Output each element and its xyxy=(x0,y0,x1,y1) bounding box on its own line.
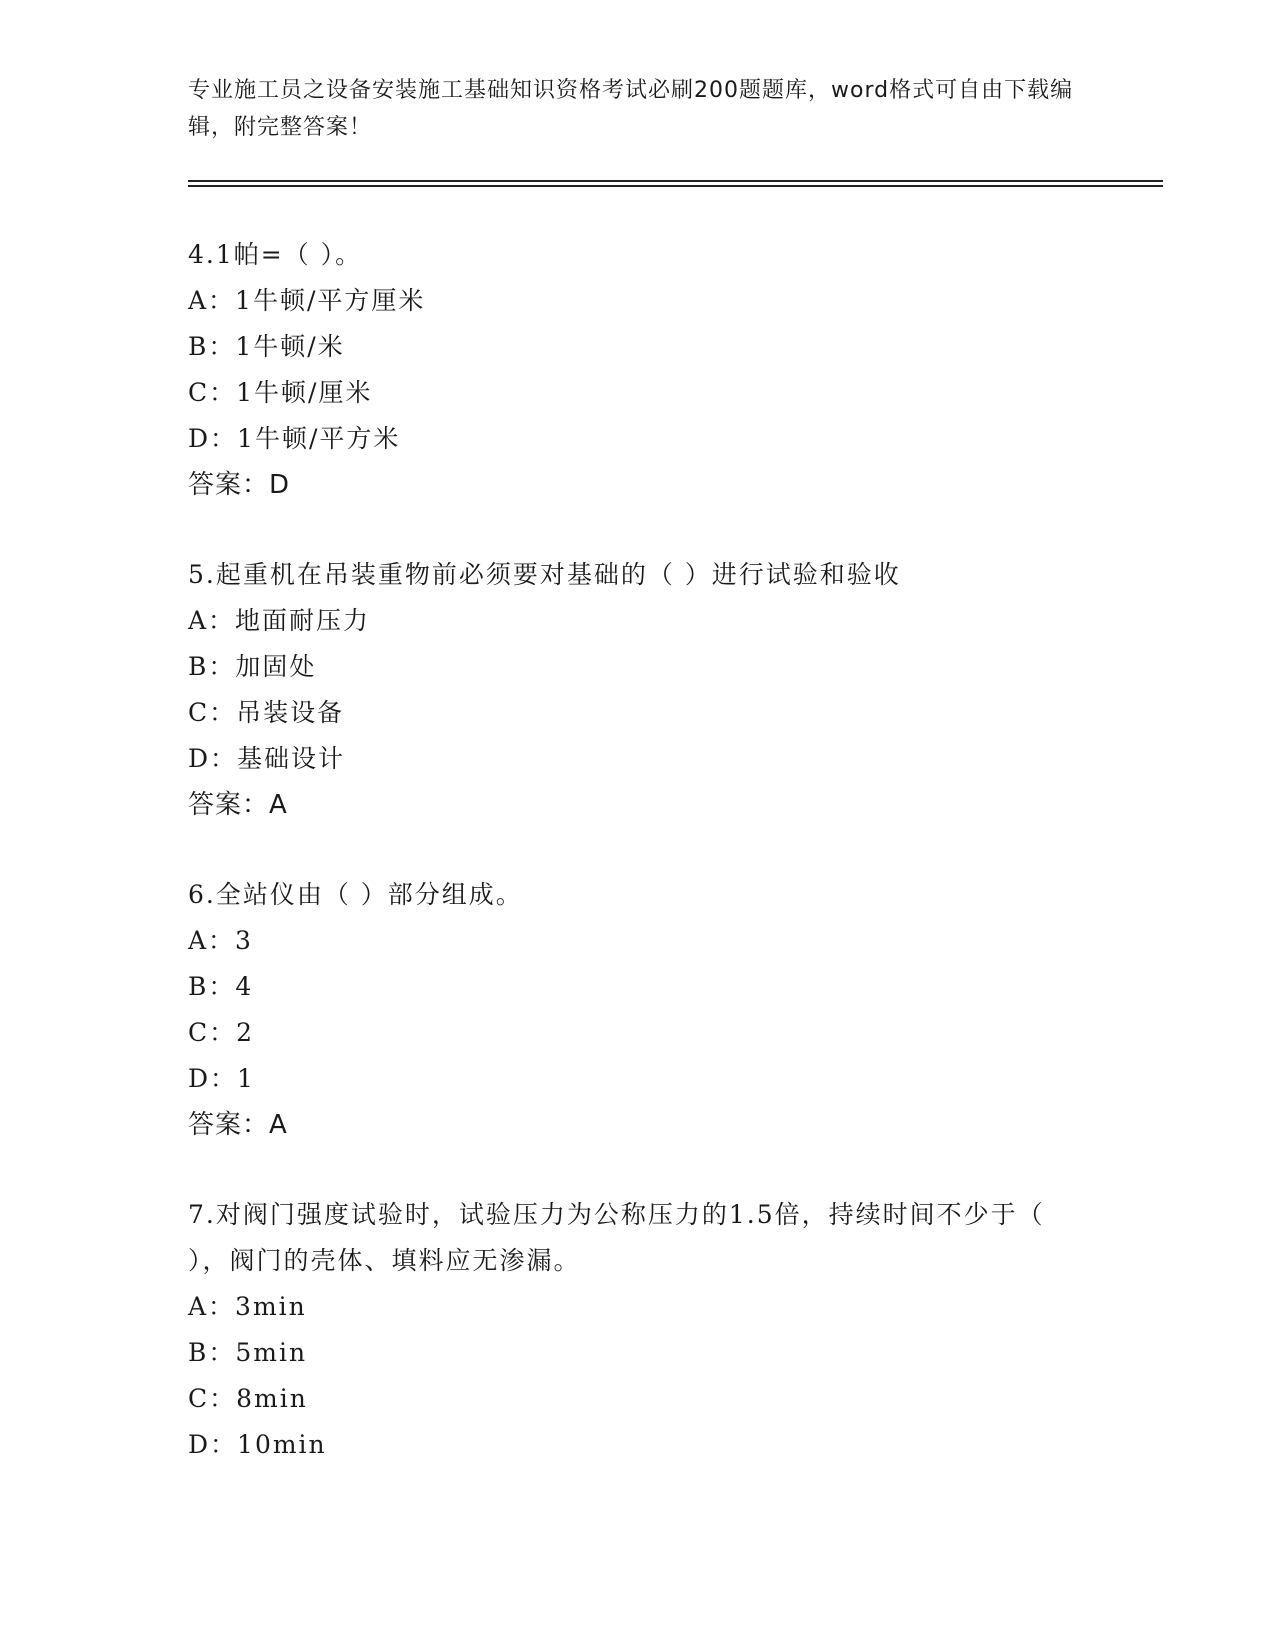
option-b: B：4 xyxy=(188,972,254,1001)
header-divider-top xyxy=(188,180,1163,182)
option-d: D：1牛顿/平方米 xyxy=(188,424,401,453)
option-d: D：10min xyxy=(188,1430,327,1459)
question-stem: 5.起重机在吊装重物前必须要对基础的（ ）进行试验和验收 xyxy=(188,560,901,589)
option-c: C：1牛顿/厘米 xyxy=(188,378,373,407)
option-d: D：基础设计 xyxy=(188,744,346,773)
document-title: 专业施工员之设备安装施工基础知识资格考试必刷200题题库，word格式可自由下载编辑，附完整答案！ xyxy=(188,78,1074,140)
option-b: B：加固处 xyxy=(188,652,317,681)
answer: 答案：A xyxy=(188,790,288,820)
page-header xyxy=(188,72,1088,146)
question-6 xyxy=(188,872,1088,1148)
header-divider-bottom xyxy=(188,185,1163,187)
option-d: D：1 xyxy=(188,1064,255,1093)
option-b: B：5min xyxy=(188,1338,308,1367)
answer: 答案：A xyxy=(188,1110,288,1140)
option-a: A：3 xyxy=(188,926,253,955)
option-a: A：1牛顿/平方厘米 xyxy=(188,286,426,315)
option-c: C：2 xyxy=(188,1018,255,1047)
question-list xyxy=(188,232,1088,1512)
option-a: A：3min xyxy=(188,1292,307,1321)
question-stem: 7.对阀门强度试验时，试验压力为公称压力的1.5倍，持续时间不少于（ ），阀门的壳体、填料应无渗漏。 xyxy=(188,1200,1045,1275)
question-4 xyxy=(188,232,1088,508)
question-7 xyxy=(188,1192,1088,1468)
question-stem: 6.全站仪由（ ）部分组成。 xyxy=(188,880,523,909)
option-c: C：8min xyxy=(188,1384,308,1413)
option-a: A：地面耐压力 xyxy=(188,606,371,635)
answer: 答案：D xyxy=(188,470,291,500)
question-stem: 4.1帕=（ ）。 xyxy=(188,240,363,269)
option-b: B：1牛顿/米 xyxy=(188,332,345,361)
option-c: C：吊装设备 xyxy=(188,698,345,727)
question-5 xyxy=(188,552,1088,828)
